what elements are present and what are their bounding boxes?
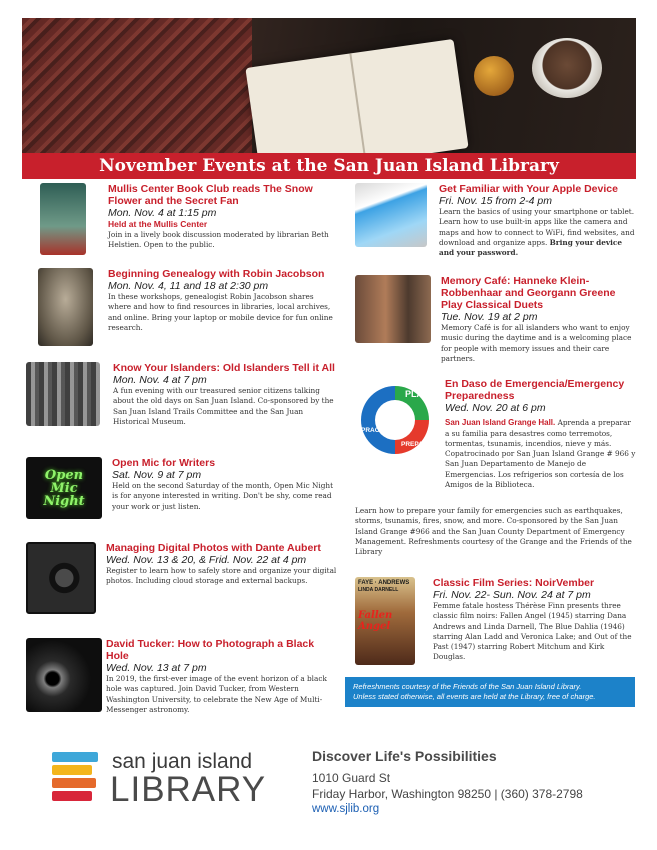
event-description: Held on the second Saturday of the month, Open Mic Night is for anyone interested in writing. Don't be shy, come read your work or just listen. bbox=[112, 481, 334, 511]
notice-line-2: Unless stated otherwise, all events are held at the Library, free of charge. bbox=[353, 692, 596, 701]
event-description: Join in a lively book discussion moderated by librarian Beth Helstien. Open to the public. bbox=[108, 229, 329, 249]
open-mic-image bbox=[26, 457, 102, 519]
event-venue: Held at the Mullis Center bbox=[108, 219, 208, 229]
event-date: Sat. Nov. 9 at 7 pm bbox=[112, 469, 202, 481]
cycle-label-prepare: PREPARE bbox=[401, 441, 432, 448]
footer-address-1: 1010 Guard St bbox=[312, 771, 391, 785]
cycle-label-practice: PRACTICE bbox=[361, 427, 395, 434]
footer-contact bbox=[312, 748, 583, 817]
event-title: Mullis Center Book Club reads The Snow Flower and the Secret Fan bbox=[108, 183, 313, 207]
logo-line-1: san juan island bbox=[112, 750, 253, 773]
event-title: David Tucker: How to Photograph a Black Hole bbox=[106, 638, 315, 662]
event-date: Mon. Nov. 4 at 1:15 pm bbox=[108, 207, 217, 219]
event-date: Mon. Nov. 4, 11 and 18 at 2:30 pm bbox=[108, 280, 269, 292]
logo-bar-blue bbox=[52, 752, 98, 762]
event-date: Fri. Nov. 15 from 2-4 pm bbox=[439, 195, 552, 207]
event-date: Tue. Nov. 19 at 2 pm bbox=[441, 311, 538, 323]
event-title: En Daso de Emergencia/Emergency Preparedness bbox=[445, 378, 625, 402]
event-description: Memory Café is for all islanders who want to enjoy music during the daytime and is a welcoming place for people with memory issues and their care partners. bbox=[441, 323, 632, 363]
event-description-es: Aprenda a preparar a su familia para desastres como terremotos, tormentas, tsunamis, incendios, nieve y más. Copatrocinado por San Juan Island Grange # 966 y San Juan Departamento de Manejo de Emergencias. Los refrigerios son cortesía de los Amigos de la Biblioteca. bbox=[445, 418, 636, 489]
blanket-graphic bbox=[22, 18, 252, 153]
open-book-graphic bbox=[245, 39, 468, 153]
event-title: Classic Film Series: NoirVember bbox=[433, 577, 595, 589]
coffee-cup-graphic bbox=[532, 38, 602, 98]
logo-line-2: LIBRARY bbox=[110, 770, 267, 809]
smartphone-image bbox=[355, 183, 427, 247]
black-hole-image bbox=[26, 638, 102, 712]
vintage-photo-image bbox=[38, 268, 93, 346]
event-title: Get Familiar with Your Apple Device bbox=[439, 183, 618, 195]
event-title: Beginning Genealogy with Robin Jacobson bbox=[108, 268, 325, 280]
neon-sign-text: Open Mic Night bbox=[43, 467, 85, 509]
poster-costar: LINDA DARNELL bbox=[358, 587, 399, 593]
event-venue: San Juan Island Grange Hall. bbox=[445, 418, 556, 427]
poster-stars: FAYE · ANDREWS bbox=[358, 580, 410, 586]
poster-title: Fallen Angel bbox=[358, 610, 393, 632]
event-description: Femme fatale hostess Thérèse Finn presents three classic film noirs: Fallen Angel (1945) starring Dana Andrews and Linda Darnell, The Blue Dahlia (1946) starring Alan Ladd and Veronica Lake; and Out of the Past (1947) starring Robert Mitchum and Kirk Douglas. bbox=[433, 601, 632, 662]
page-title: November Events at the San Juan Island Library bbox=[22, 153, 636, 179]
event-title: Managing Digital Photos with Dante Aubert bbox=[106, 542, 321, 554]
event-title: Know Your Islanders: Old Islanders Tell it All bbox=[113, 362, 335, 374]
event-date: Mon. Nov. 4 at 7 pm bbox=[113, 374, 207, 386]
event-description-bold: Bring your device and your password. bbox=[439, 237, 622, 258]
hero-image bbox=[22, 18, 636, 153]
event-description-spanish bbox=[355, 418, 637, 490]
event-description: Register to learn how to safely store and organize your digital photos. Including cloud storage and external backups. bbox=[106, 566, 337, 586]
logo-bar-yellow bbox=[52, 765, 92, 775]
class-photo-image bbox=[26, 362, 100, 426]
violin-duet-image bbox=[355, 275, 431, 343]
film-poster-image bbox=[355, 577, 415, 665]
event-date: Wed. Nov. 13 at 7 pm bbox=[106, 662, 207, 674]
footer-website-link[interactable]: www.sjlib.org bbox=[312, 803, 380, 815]
logo-bar-orange bbox=[52, 778, 96, 788]
footer-address-2: Friday Harbor, Washington 98250 | (360) 378-2798 bbox=[312, 787, 583, 801]
notice-line-1: Refreshments courtesy of the Friends of the San Juan Island Library. bbox=[353, 682, 582, 691]
event-date: Wed. Nov. 13 & 20, & Frid. Nov. 22 at 4 pm bbox=[106, 554, 307, 566]
event-title: Memory Café: Hanneke Klein-Robbenhaar and Georgann Greene Play Classical Duets bbox=[441, 275, 616, 311]
cycle-label-plan: PLAN bbox=[405, 389, 430, 399]
book-cover-image bbox=[40, 183, 86, 255]
event-description: A fun evening with our treasured senior citizens talking about the old days on San Juan Island. Co-sponsored by the San Juan Island Trails Committee and the San Juan Historical Museum. bbox=[113, 386, 334, 426]
event-date: Wed. Nov. 20 at 6 pm bbox=[445, 402, 546, 414]
event-description: In these workshops, genealogist Robin Jacobson shares where and how to find resources in libraries, local archives, and online. Bring your laptop or mobile device for fun online research. bbox=[108, 292, 333, 332]
refreshments-notice bbox=[345, 677, 635, 707]
camera-image bbox=[26, 542, 96, 614]
apple-graphic bbox=[474, 56, 514, 96]
event-description-english: Learn how to prepare your family for emergencies such as earthquakes, storms, tsunamis, fires, snow, and more. Co-sponsored by the San Juan Island Grange #966 and the San Juan County Department of Emergency Management. Refreshments courtesy of the Grange and the Friends of the Library bbox=[355, 506, 632, 557]
event-description: In 2019, the first-ever image of the event horizon of a black hole was captured. Join David Tucker, from Western Washington University, to celebrate the New Age of Multi-Messenger astronomy. bbox=[106, 674, 327, 714]
event-date: Fri. Nov. 22- Sun. Nov. 24 at 7 pm bbox=[433, 589, 591, 601]
footer-tagline: Discover Life's Possibilities bbox=[312, 748, 497, 764]
event-description-text: Learn the basics of using your smartphone or tablet. Learn how to use built-in apps like the camera and maps and how to connect to WiFi, find websites, and download and organize apps. bbox=[439, 207, 635, 247]
event-title: Open Mic for Writers bbox=[112, 457, 216, 469]
event-description bbox=[439, 207, 637, 258]
logo-bar-red bbox=[52, 791, 92, 801]
